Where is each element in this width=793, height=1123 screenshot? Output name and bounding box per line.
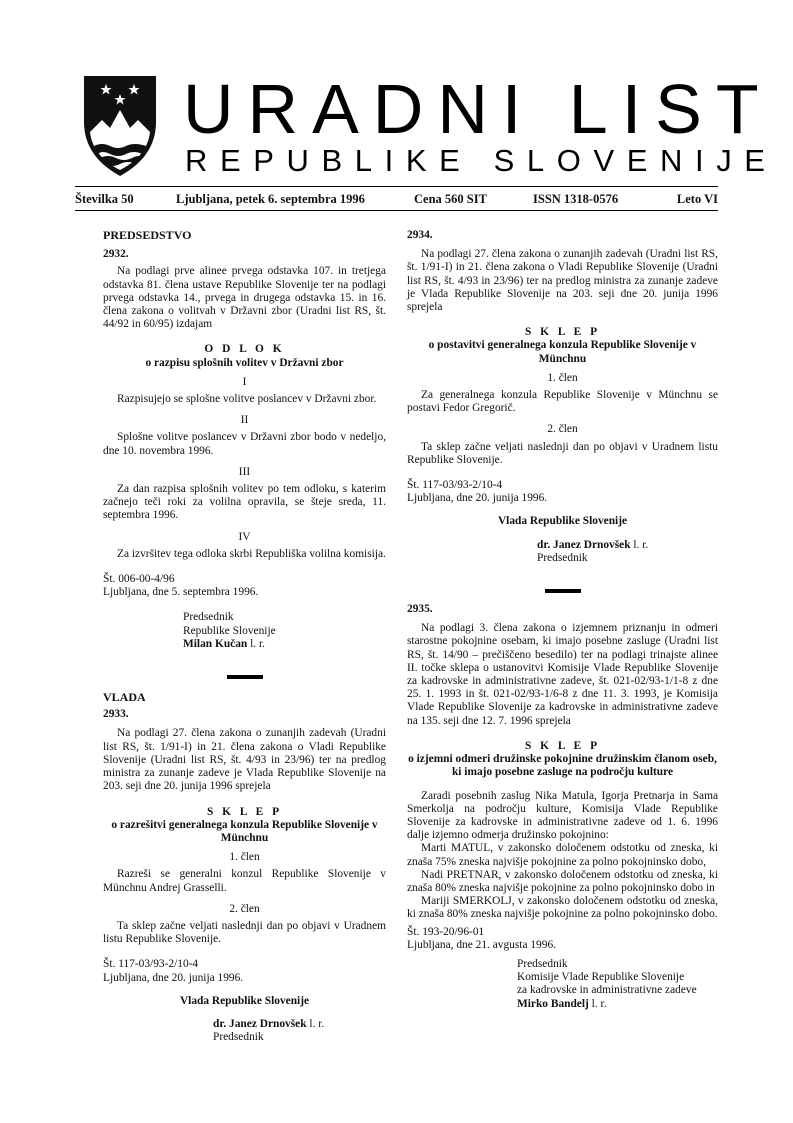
- signatory-name: Milan Kučan: [183, 637, 248, 650]
- act-title: o razrešitvi generalnega konzula Republike Slovenije v Münchnu: [111, 818, 378, 844]
- article-heading: II: [240, 414, 249, 427]
- signatory-role: Predsednik: [537, 551, 588, 564]
- masthead-rule-top: [75, 186, 718, 187]
- signatory-line: Predsednik: [517, 957, 568, 970]
- signatory: [407, 998, 718, 1011]
- place-date: Ljubljana, dne 20. junija 1996.: [407, 492, 548, 505]
- act-preamble: Na podlagi 27. člena zakona o zunanjih zadevah (Uradni list RS, št. 1/91-I) in 21. člena zakona o Vladi Republike Slovenije (Uradni list RS, št. 4/93 in 23/96) ter na predlog ministra za zunanje zadeve je Vlada Republike Slovenije na 203. seji dne 20. junija 1996 sprejela: [407, 248, 718, 314]
- reference-number: Št. 006-00-4/96: [103, 573, 175, 586]
- section-heading: VLADA: [103, 690, 146, 705]
- place-date: Ljubljana, dne 20. junija 1996.: [103, 971, 244, 984]
- signatory-suffix: l. r.: [306, 1017, 325, 1030]
- act-number: 2933.: [103, 708, 129, 721]
- article-heading: I: [242, 375, 247, 388]
- act-number: 2935.: [407, 603, 433, 616]
- reference-number: Št. 117-03/93-2/10-4: [103, 958, 199, 971]
- issue-number: Številka 50: [75, 192, 134, 206]
- act-title: o izjemni odmeri družinske pokojnine družinskim članom oseb, ki imajo posebne zasluge na področju kulture: [408, 753, 717, 779]
- article-heading: 1. člen: [229, 851, 260, 864]
- place-date: Ljubljana, dne 5. septembra 1996.: [103, 586, 259, 599]
- article-heading: III: [238, 465, 251, 478]
- article-text: Zaradi posebnih zaslug Nika Matula, Igorja Pretnarja in Sama Smerkolja na področju kulture, Komisija Vlade Republike Slovenije za kadrovske in administrativne zadeve od 1. 6. 1996 dalje izjemno odmerja družinsko pokojnino:: [407, 789, 718, 842]
- article-text: Za izvršitev tega odloka skrbi Republiška volilna komisija.: [117, 547, 386, 560]
- signatory-suffix: l. r.: [247, 637, 265, 650]
- act-type: S K L E P: [206, 805, 283, 818]
- issue-issn: ISSN 1318-0576: [533, 192, 619, 206]
- masthead-subtitle: REPUBLIKE SLOVENIJE: [185, 143, 778, 178]
- article-heading: 1. člen: [547, 371, 578, 384]
- article-text: Za dan razpisa splošnih volitev po tem odloku, s katerim začnejo teči roki za volilna opravila, se šteje sreda, 11. septembra 1996.: [103, 483, 386, 522]
- section-heading: PREDSEDSTVO: [103, 228, 192, 242]
- issue-year: Leto VI: [676, 192, 718, 206]
- act-title: o postavitvi generalnega konzula Republike Slovenije v Münchnu: [428, 339, 697, 365]
- issue-price: Cena 560 SIT: [414, 192, 487, 206]
- signatory-line: Republike Slovenije: [183, 624, 276, 637]
- coat-of-arms-icon: [80, 70, 160, 180]
- article-text: Za generalnega konzula Republike Slovenije v Münchnu se postavi Fedor Gregorič.: [407, 389, 718, 415]
- article-text: Ta sklep začne veljati naslednji dan po objavi v Uradnem listu Republike Slovenije.: [103, 919, 386, 946]
- signatory-suffix: l. r.: [588, 997, 607, 1010]
- article-heading: IV: [238, 530, 251, 543]
- signatory-role: Predsednik: [213, 1031, 264, 1044]
- issue-info-bar: [75, 191, 718, 209]
- reference-number: Št. 193-20/96-01: [407, 925, 485, 938]
- act-preamble: Na podlagi prve alinee prvega odstavka 107. in tretjega odstavka 81. člena ustave Republike Slovenije ter na podlagi prvega odstavka 14., prvega in drugega odstavka 15. in 16. člena zakona o volitvah v Državni zbor (Uradni list RS, št. 44/92 in 60/95) izdajam: [103, 265, 386, 331]
- act-title: o razpisu splošnih volitev v Državni zbor: [145, 356, 344, 369]
- article-text: Nadi PRETNAR, v zakonsko določenem odstotku od zneska, ki znaša 80% zneska najvišje pokojnine za polno pokojninsko dobo in: [407, 868, 718, 894]
- article-text: Mariji SMERKOLJ, v zakonsko določenem odstotku od zneska, ki znaša 80% zneska najvišje pokojnine za polno pokojninsko dobo.: [407, 895, 718, 921]
- article-text: Marti MATUL, v zakonsko določenem odstotku od zneska, ki znaša 75% zneska najvišje pokojnine za polno pokojninsko dobo,: [407, 842, 718, 868]
- signatory-line: Predsednik: [183, 611, 234, 624]
- act-number: 2932.: [103, 248, 129, 261]
- issuing-body: Vlada Republike Slovenije: [497, 515, 628, 528]
- signatory-line: za kadrovske in administrativne zadeve: [517, 984, 697, 997]
- issue-date: Ljubljana, petek 6. septembra 1996: [176, 192, 365, 206]
- left-column: [103, 229, 386, 1044]
- article-heading: 2. člen: [229, 902, 260, 915]
- signatory: [103, 1018, 386, 1031]
- signatory-name: Mirko Bandelj: [517, 997, 589, 1010]
- article-text: Razpisujejo se splošne volitve poslancev v Državni zbor.: [117, 393, 377, 406]
- act-number: 2934.: [407, 229, 433, 241]
- right-column: [407, 229, 718, 1011]
- masthead-title: URADNI LIST: [183, 70, 773, 148]
- article-text: Splošne volitve poslancev v Državni zbor bodo v nedeljo, dne 10. novembra 1996.: [103, 431, 386, 457]
- signatory: [103, 638, 386, 651]
- signatory-line: Komisije Vlade Republike Slovenije: [517, 971, 685, 984]
- signatory: [407, 539, 718, 552]
- issuing-body: Vlada Republike Slovenije: [179, 994, 310, 1007]
- reference-number: Št. 117-03/93-2/10-4: [407, 479, 503, 492]
- article-text: Razreši se generalni konzul Republike Slovenije v Münchnu Andrej Grasselli.: [103, 868, 386, 894]
- act-preamble: Na podlagi 27. člena zakona o zunanjih zadevah (Uradni list RS, št. 1/91-I) in 21. člena zakona o Vladi Republike Slovenije (Uradni list RS, št. 4/93 in 23/96) ter na predlog ministra za zunanje zadeve je Vlada Republike Slovenije na 203. seji dne 20. junija 1996 sprejela: [103, 727, 386, 793]
- act-type: O D L O K: [204, 343, 285, 356]
- signatory-suffix: l. r.: [630, 538, 649, 551]
- signatory-name: dr. Janez Drnovšek: [537, 538, 631, 551]
- article-heading: 2. člen: [547, 423, 578, 436]
- act-preamble: Na podlagi 3. člena zakona o izjemnem priznanju in odmeri starostne pokojnine osebam, ki imajo posebne zasluge (Uradni list RS, št. 14/90 – prečiščeno besedilo) ter na podlagi trinajste alinee II. točke sklepa o ustanovitvi Komisije Vlade Republike Slovenije za kadrovske in administrativne zadeve, št. 021-02/93-1/1-8 z dne 25. 1. 1993 in št. 021-02/93-1/6-8 z dne 11. 3. 1993, je Komisija Vlade Republike Slovenije za kadrovske in administrativne zadeve na 135. seji dne 12. 7. 1996 sprejela: [407, 622, 718, 727]
- article-text: Ta sklep začne veljati naslednji dan po objavi v Uradnem listu Republike Slovenije.: [407, 440, 718, 466]
- place-date: Ljubljana, dne 21. avgusta 1996.: [407, 938, 556, 951]
- masthead-rule-bottom: [75, 210, 718, 211]
- signatory-name: dr. Janez Drnovšek: [213, 1017, 307, 1030]
- act-type: S K L E P: [524, 326, 601, 339]
- act-type: S K L E P: [524, 739, 601, 752]
